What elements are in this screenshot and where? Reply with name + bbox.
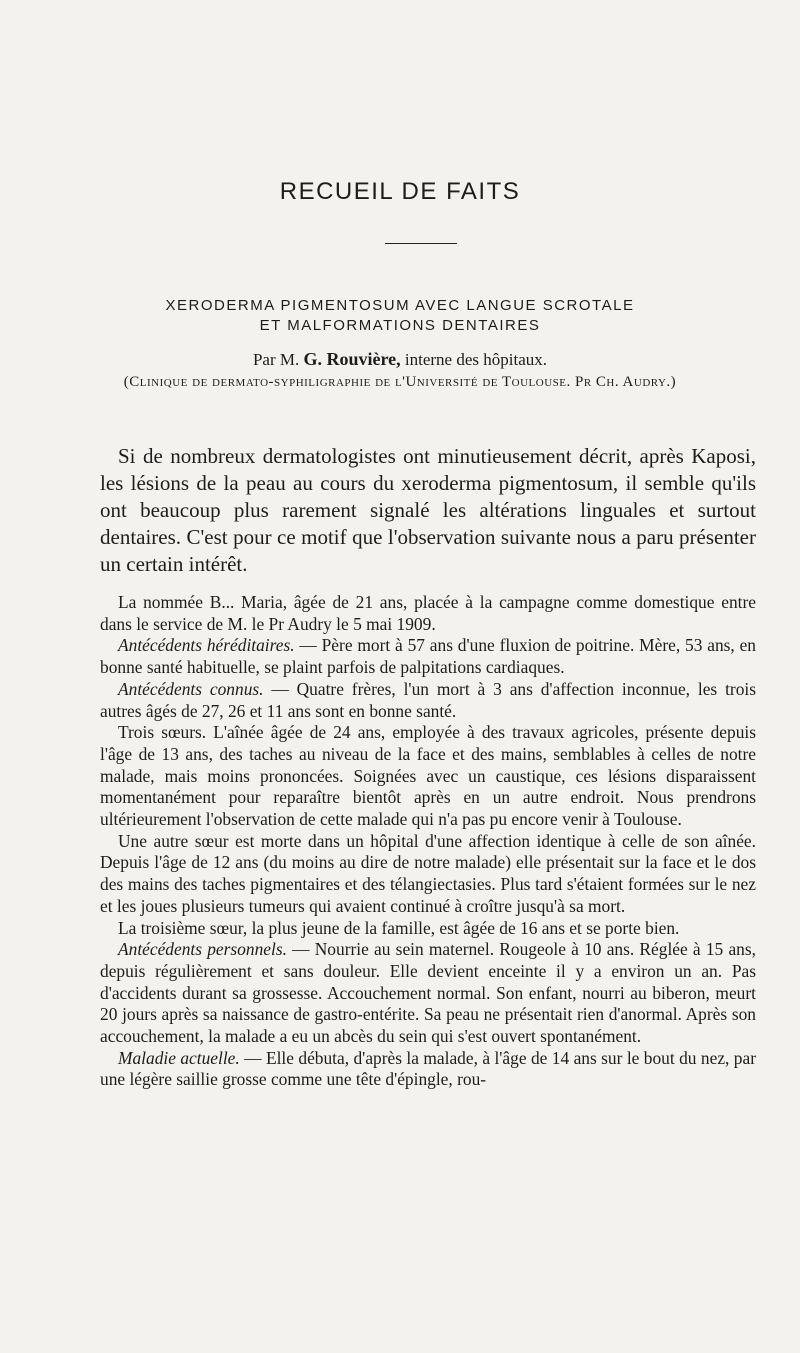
lead-text: Si de nombreux dermatologistes ont minutieusement décrit, après Kaposi, les lésions de la peau au cours du xeroderma pigmentosum, il semble qu'ils ont beaucoup plus rarement signalé les altérations linguales et surtout dentaires. C'est pour ce motif que l'observation suivante nous a paru présenter un certain intérêt. — [100, 444, 756, 576]
title-rule — [385, 243, 457, 244]
paragraph — [100, 1048, 756, 1091]
section-title: RECUEIL DE FAITS — [279, 178, 521, 205]
byline-suffix: interne des hôpitaux. — [400, 350, 548, 369]
paragraph-label: Antécédents connus. — [118, 678, 264, 699]
paragraph — [100, 722, 756, 831]
paragraph-label: Antécédents héréditaires. — [118, 635, 295, 656]
paragraph-text: Trois sœurs. L'aînée âgée de 24 ans, employée à des travaux agricoles, présente depuis l'âge de 13 ans, des taches au niveau de la face et des mains, semblables à celles de notre malade, mais moins prononcées. Soignées avec un caustique, ces lésions disparaissent momentanément pour reparaître bientôt après en un autre endroit. Nous prendrons ultérieurement l'observation de cette malade qui n'a pas pu encore venir à Toulouse. — [100, 722, 756, 830]
byline — [0, 349, 800, 370]
paragraph-label: Maladie actuelle. — [118, 1047, 240, 1068]
paragraph-text: Une autre sœur est morte dans un hôpital d'une affection identique à celle de son aînée. Depuis l'âge de 12 ans (du moins au dire de notre malade) elle présentait sur la face et le dos des mains des taches pigmentaires et des télangiectasies. Plus tard s'étaient formées sur le nez et les joues plusieurs tumeurs qui avaient continué à croître jusqu'à sa mort. — [100, 830, 756, 916]
byline-prefix: Par M. — [252, 350, 304, 369]
paragraph-text: La troisième sœur, la plus jeune de la famille, est âgée de 16 ans et se porte bien. — [118, 917, 680, 938]
paragraph-text: — Nourrie au sein maternel. Rougeole à 10 ans. Réglée à 15 ans, depuis régulièrement et sans douleur. Elle devient enceinte il y a environ un an. Pas d'accidents durant sa grossesse. Accouchement normal. Son enfant, nourri au biberon, meurt 20 jours après sa naissance de gastro-entérite. Sa peau ne présentait rien d'anormal. Après son accouchement, la malade a eu un abcès du sein qui s'est ouvert spontanément. — [100, 939, 756, 1047]
paragraph-text: — Père mort à 57 ans d'une fluxion de poitrine. Mère, 53 ans, en bonne santé habituelle, se plaint parfois de palpitations cardiaques. — [100, 635, 756, 678]
paragraph — [100, 635, 756, 678]
paragraph — [100, 918, 756, 940]
paragraph-label: Antécédents personnels. — [118, 939, 287, 960]
article-title — [0, 296, 800, 336]
paragraph — [100, 831, 756, 918]
paragraph — [100, 592, 756, 635]
paragraph-text: La nommée B... Maria, âgée de 21 ans, placée à la campagne comme domestique entre dans le service de M. le Pr Audry le 5 mai 1909. — [100, 592, 756, 634]
article-title-line-2: ET MALFORMATIONS DENTAIRES — [259, 317, 541, 334]
clinic-affiliation — [0, 374, 800, 391]
author-name: G. Rouvière, — [303, 349, 401, 369]
article-title-line-1: XERODERMA PIGMENTOSUM AVEC LANGUE SCROTALE — [165, 297, 635, 314]
paragraph-text: — Elle débuta, d'après la malade, à l'âge de 14 ans sur le bout du nez, par une légère saillie grosse comme une tête d'épingle, rou- — [100, 1047, 756, 1090]
paragraph — [100, 679, 756, 722]
paragraph — [100, 939, 756, 1048]
article-body — [100, 592, 756, 1091]
lead-paragraph — [100, 443, 756, 578]
clinic-text: (Clinique de dermato-syphiligraphie de l'Université de Toulouse. Pr Ch. Audry.) — [123, 374, 677, 390]
paragraph-text: — Quatre frères, l'un mort à 3 ans d'affection inconnue, les trois autres âgés de 27, 26 et 11 ans sont en bonne santé. — [100, 678, 756, 721]
